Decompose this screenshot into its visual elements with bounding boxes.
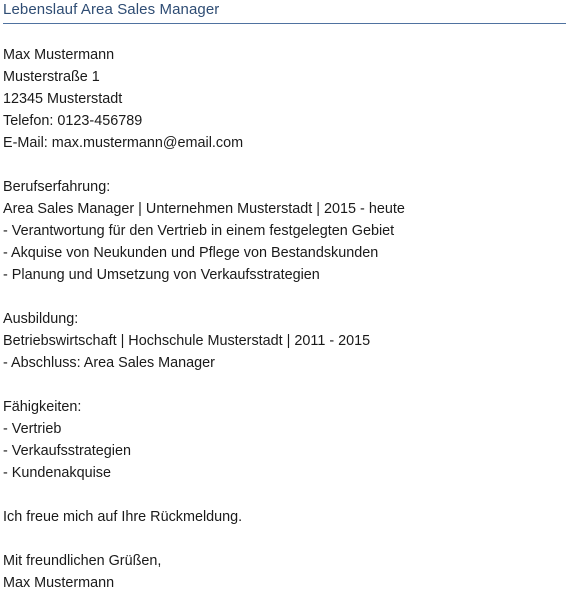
experience-heading: Berufserfahrung: bbox=[3, 179, 111, 195]
experience-item: - Planung und Umsetzung von Verkaufsstrategien bbox=[3, 267, 320, 283]
closing-text: Ich freue mich auf Ihre Rückmeldung. bbox=[3, 509, 243, 525]
contact-block bbox=[3, 44, 567, 154]
skills-item: - Vertrieb bbox=[3, 421, 62, 437]
document-body bbox=[0, 44, 567, 594]
contact-city: 12345 Musterstadt bbox=[3, 91, 123, 107]
skills-item: - Verkaufsstrategien bbox=[3, 443, 131, 459]
spacer bbox=[3, 286, 567, 308]
contact-phone: Telefon: 0123-456789 bbox=[3, 113, 143, 129]
title-divider bbox=[3, 23, 566, 24]
skills-item: - Kundenakquise bbox=[3, 465, 112, 481]
experience-item: - Akquise von Neukunden und Pflege von Bestandskunden bbox=[3, 245, 379, 261]
spacer bbox=[3, 484, 567, 506]
spacer bbox=[3, 528, 567, 550]
contact-street: Musterstraße 1 bbox=[3, 69, 100, 85]
experience-entry: Area Sales Manager | Unternehmen Musterstadt | 2015 - heute bbox=[3, 201, 405, 217]
experience-item: - Verantwortung für den Vertrieb in einem festgelegten Gebiet bbox=[3, 223, 395, 239]
experience-section bbox=[3, 176, 567, 286]
signature-name: Max Mustermann bbox=[3, 575, 115, 591]
education-heading: Ausbildung: bbox=[3, 311, 79, 327]
education-item: - Abschluss: Area Sales Manager bbox=[3, 355, 215, 371]
spacer bbox=[3, 154, 567, 176]
closing-greeting: Mit freundlichen Grüßen, bbox=[3, 553, 162, 569]
contact-name: Max Mustermann bbox=[3, 47, 115, 63]
document-title: Lebenslauf Area Sales Manager bbox=[3, 1, 220, 18]
spacer bbox=[3, 374, 567, 396]
skills-heading: Fähigkeiten: bbox=[3, 399, 82, 415]
education-section bbox=[3, 308, 567, 374]
signature-block bbox=[3, 550, 567, 594]
contact-email: E-Mail: max.mustermann@email.com bbox=[3, 135, 244, 151]
skills-section bbox=[3, 396, 567, 484]
education-entry: Betriebswirtschaft | Hochschule Musterstadt | 2011 - 2015 bbox=[3, 333, 371, 349]
